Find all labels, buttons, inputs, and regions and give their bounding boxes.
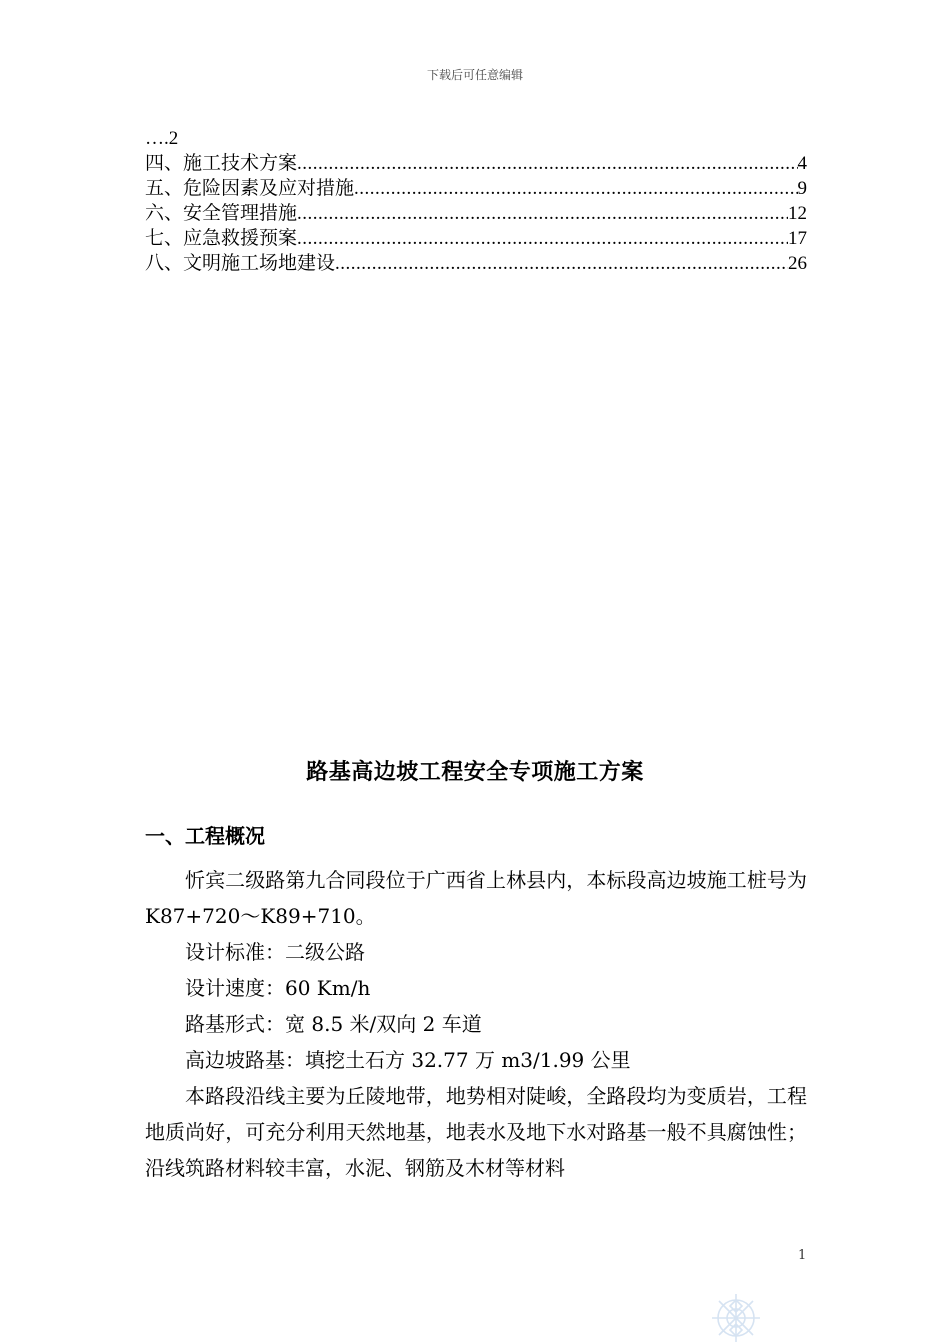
document-title: 路基高边坡工程安全专项施工方案 (306, 760, 644, 785)
table-of-contents (145, 126, 807, 276)
description-paragraph: 本路段沿线主要为丘陵地带，地势相对陡峻，全路段均为变质岩，工程地质尚好，可充分利用天然地基，地表水及地下水对路基一般不具腐蚀性；沿线筑路材料较丰富，水泥、钢筋及木材等材料 (145, 1084, 807, 1180)
toc-entry-label: 八、文明施工场地建设 (145, 253, 336, 274)
section-body (145, 862, 807, 1186)
toc-entry-label: 五、危险因素及应对措施 (145, 178, 355, 199)
toc-entry-page: 4 (797, 153, 807, 174)
spec-line-slope: 高边坡路基：填挖土石方 32.77 万 m3/1.99 公里 (185, 1048, 631, 1072)
toc-entry-label: 六、安全管理措施 (145, 203, 298, 224)
toc-leader-dots (297, 151, 797, 176)
watermark-logo-icon (700, 1284, 772, 1344)
spec-line-roadbed: 路基形式：宽 8.5 米/双向 2 车道 (185, 1012, 482, 1036)
header-note: 下载后可任意编辑 (426, 68, 523, 82)
toc-entry-page: 9 (797, 178, 807, 199)
toc-entry[interactable] (145, 251, 807, 276)
toc-entry-page: 12 (788, 203, 807, 224)
page-number: 1 (798, 1248, 807, 1263)
toc-entry-page: 26 (788, 253, 807, 274)
spec-line-speed: 设计速度：60 Km/h (185, 976, 371, 1000)
toc-leader-dots (354, 176, 797, 201)
toc-fragment: ….2 (145, 128, 179, 149)
toc-entry[interactable] (145, 201, 807, 226)
toc-entry[interactable] (145, 176, 807, 201)
intro-paragraph: 忻宾二级路第九合同段位于广西省上林县内，本标段高边坡施工桩号为K87+720～K89+710。 (145, 868, 807, 928)
toc-entry-label: 七、应急救援预案 (145, 228, 298, 249)
toc-entry[interactable] (145, 151, 807, 176)
section-heading: 一、工程概况 (145, 824, 265, 848)
toc-leader-dots (297, 201, 788, 226)
toc-leader-dots (335, 251, 788, 276)
toc-entry-page: 17 (788, 228, 807, 249)
toc-leader-dots (297, 226, 788, 251)
toc-entry-label: 四、施工技术方案 (145, 153, 298, 174)
toc-entry[interactable] (145, 226, 807, 251)
spec-line-standard: 设计标准：二级公路 (185, 940, 365, 964)
